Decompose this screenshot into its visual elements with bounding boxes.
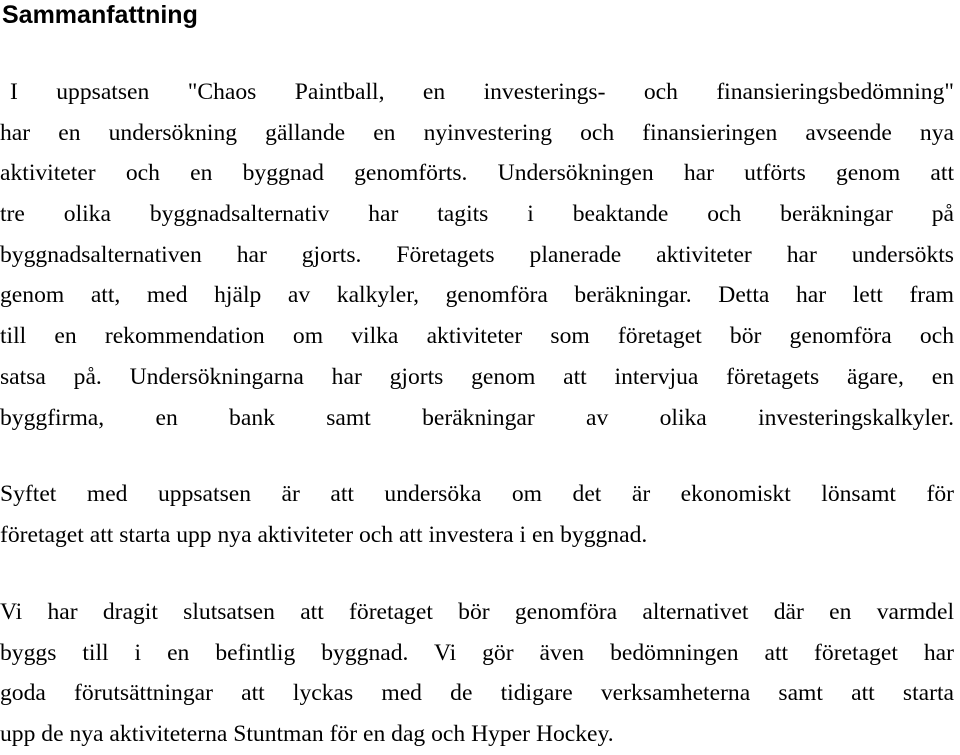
text-line: I uppsatsen "Chaos Paintball, en investerings- och finansieringsbedömning" (10, 79, 954, 105)
text-line: byggnadsalternativen har gjorts. Företagets planerade aktiviteter har undersökts (0, 241, 954, 268)
text-line: aktiviteter och en byggnad genomförts. Undersökningen har utförts genom att (0, 160, 954, 187)
summary-paragraph-1 (0, 72, 954, 438)
text-line: byggs till i en befintlig byggnad. Vi gör även bedömningen att företaget har (0, 639, 954, 666)
text-line: har en undersökning gällande en nyinvestering och finansieringen avseende nya (0, 119, 954, 146)
text-line: Syftet med uppsatsen är att undersöka om det är ekonomiskt lönsamt för (0, 481, 954, 507)
text-line: goda förutsättningar att lyckas med de tidigare verksamheterna samt att starta (0, 680, 954, 707)
text-line: upp de nya aktiviteterna Stuntman för en dag och Hyper Hockey. (0, 721, 614, 748)
text-line: företaget att starta upp nya aktiviteter och att investera i en byggnad. (0, 521, 648, 548)
summary-paragraph-2 (0, 474, 954, 555)
text-line: satsa på. Undersökningarna har gjorts genom att intervjua företagets ägare, en (0, 363, 954, 390)
text-line: byggfirma, en bank samt beräkningar av olika investeringskalkyler. (0, 404, 954, 431)
summary-paragraph-3 (0, 592, 954, 755)
text-line: genom att, med hjälp av kalkyler, genomföra beräkningar. Detta har lett fram (0, 282, 954, 309)
text-line: tre olika byggnadsalternativ har tagits i beaktande och beräkningar på (0, 201, 954, 228)
text-line: till en rekommendation om vilka aktiviteter som företaget bör genomföra och (0, 323, 954, 350)
text-line: Vi har dragit slutsatsen att företaget bör genomföra alternativet där en varmdel (0, 599, 954, 625)
page-title: Sammanfattning (2, 1, 198, 29)
